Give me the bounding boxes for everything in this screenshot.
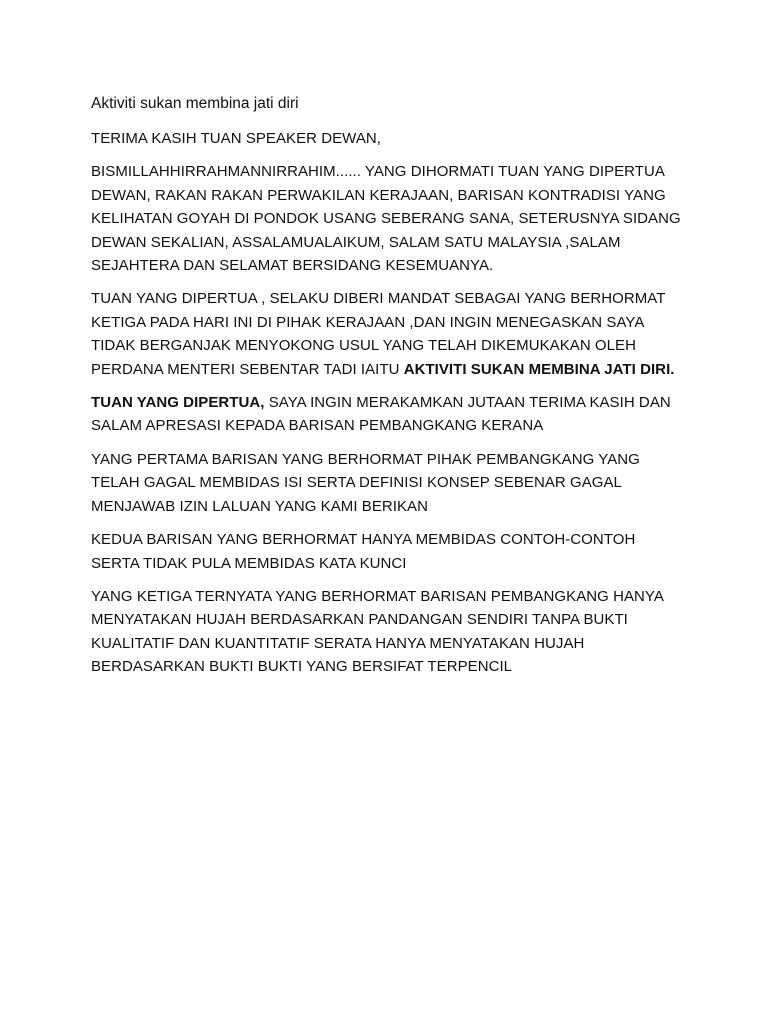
text-line: MENYATAKAN HUJAH BERDASARKAN PANDANGAN SENDIRI TANPA BUKTI (91, 611, 628, 629)
text-line: BERDASARKAN BUKTI BUKTI YANG BERSIFAT TERPENCIL (91, 658, 513, 676)
text-line: KETIGA PADA HARI INI DI PIHAK KERAJAAN ,DAN INGIN MENEGASKAN SAYA (91, 313, 645, 331)
text-line: BISMILLAHHIRRAHMANNIRRAHIM...... YANG DIHORMATI TUAN YANG DIPERTUA (91, 163, 665, 181)
text-line: YANG KETIGA TERNYATA YANG BERHORMAT BARISAN PEMBANGKANG HANYA (91, 587, 664, 605)
text-line: SEJAHTERA DAN SELAMAT BERSIDANG KESEMUANYA. (91, 257, 494, 275)
text-line: SERTA TIDAK PULA MEMBIDAS KATA KUNCI (91, 554, 407, 572)
text-line: DEWAN, RAKAN RAKAN PERWAKILAN KERAJAAN, BARISAN KONTRADISI YANG (91, 186, 666, 204)
paragraph-greeting (91, 127, 691, 150)
text-line: TERIMA KASIH TUAN SPEAKER DEWAN, (91, 130, 381, 147)
paragraph-thanks (91, 391, 691, 438)
text-line: YANG PERTAMA BARISAN YANG BERHORMAT PIHAK PEMBANGKANG YANG (91, 450, 640, 468)
document-title: Aktiviti sukan membina jati diri (91, 95, 299, 112)
paragraph-mandate (91, 287, 691, 381)
paragraph-point-two (91, 528, 691, 575)
document-body (91, 93, 691, 689)
text-line: TIDAK BERGANJAK MENYOKONG USUL YANG TELAH DIKEMUKAKAN OLEH (91, 337, 636, 355)
text-line: KUALITATIF DAN KUANTITATIF SERATA HANYA MENYATAKAN HUJAH (91, 634, 585, 652)
text-line: KEDUA BARISAN YANG BERHORMAT HANYA MEMBIDAS CONTOH-CONTOH (91, 531, 636, 549)
text-line: TUAN YANG DIPERTUA , SELAKU DIBERI MANDAT SEBAGAI YANG BERHORMAT (91, 290, 666, 308)
text-line (91, 358, 691, 381)
text-line: DEWAN SEKALIAN, ASSALAMUALAIKUM, SALAM SATU MALAYSIA ,SALAM (91, 233, 621, 251)
paragraph-point-one (91, 448, 691, 518)
paragraph-salutation (91, 160, 691, 277)
text-run: PERDANA MENTERI SEBENTAR TADI IAITU (91, 360, 404, 378)
text-line (91, 391, 691, 414)
text-line: TELAH GAGAL MEMBIDAS ISI SERTA DEFINISI KONSEP SEBENAR GAGAL (91, 474, 622, 492)
text-line: KELIHATAN GOYAH DI PONDOK USANG SEBERANG SANA, SETERUSNYA SIDANG (91, 210, 681, 228)
address-bold: TUAN YANG DIPERTUA, (91, 394, 265, 412)
text-line: MENJAWAB IZIN LALUAN YANG KAMI BERIKAN (91, 497, 428, 515)
text-run: SAYA INGIN MERAKAMKAN JUTAAN TERIMA KASIH DAN (264, 394, 671, 412)
paragraph-point-three (91, 585, 691, 679)
motion-title-bold: AKTIVITI SUKAN MEMBINA JATI DIRI. (403, 360, 675, 378)
text-line: SALAM APRESASI KEPADA BARISAN PEMBANGKANG KERANA (91, 417, 544, 435)
